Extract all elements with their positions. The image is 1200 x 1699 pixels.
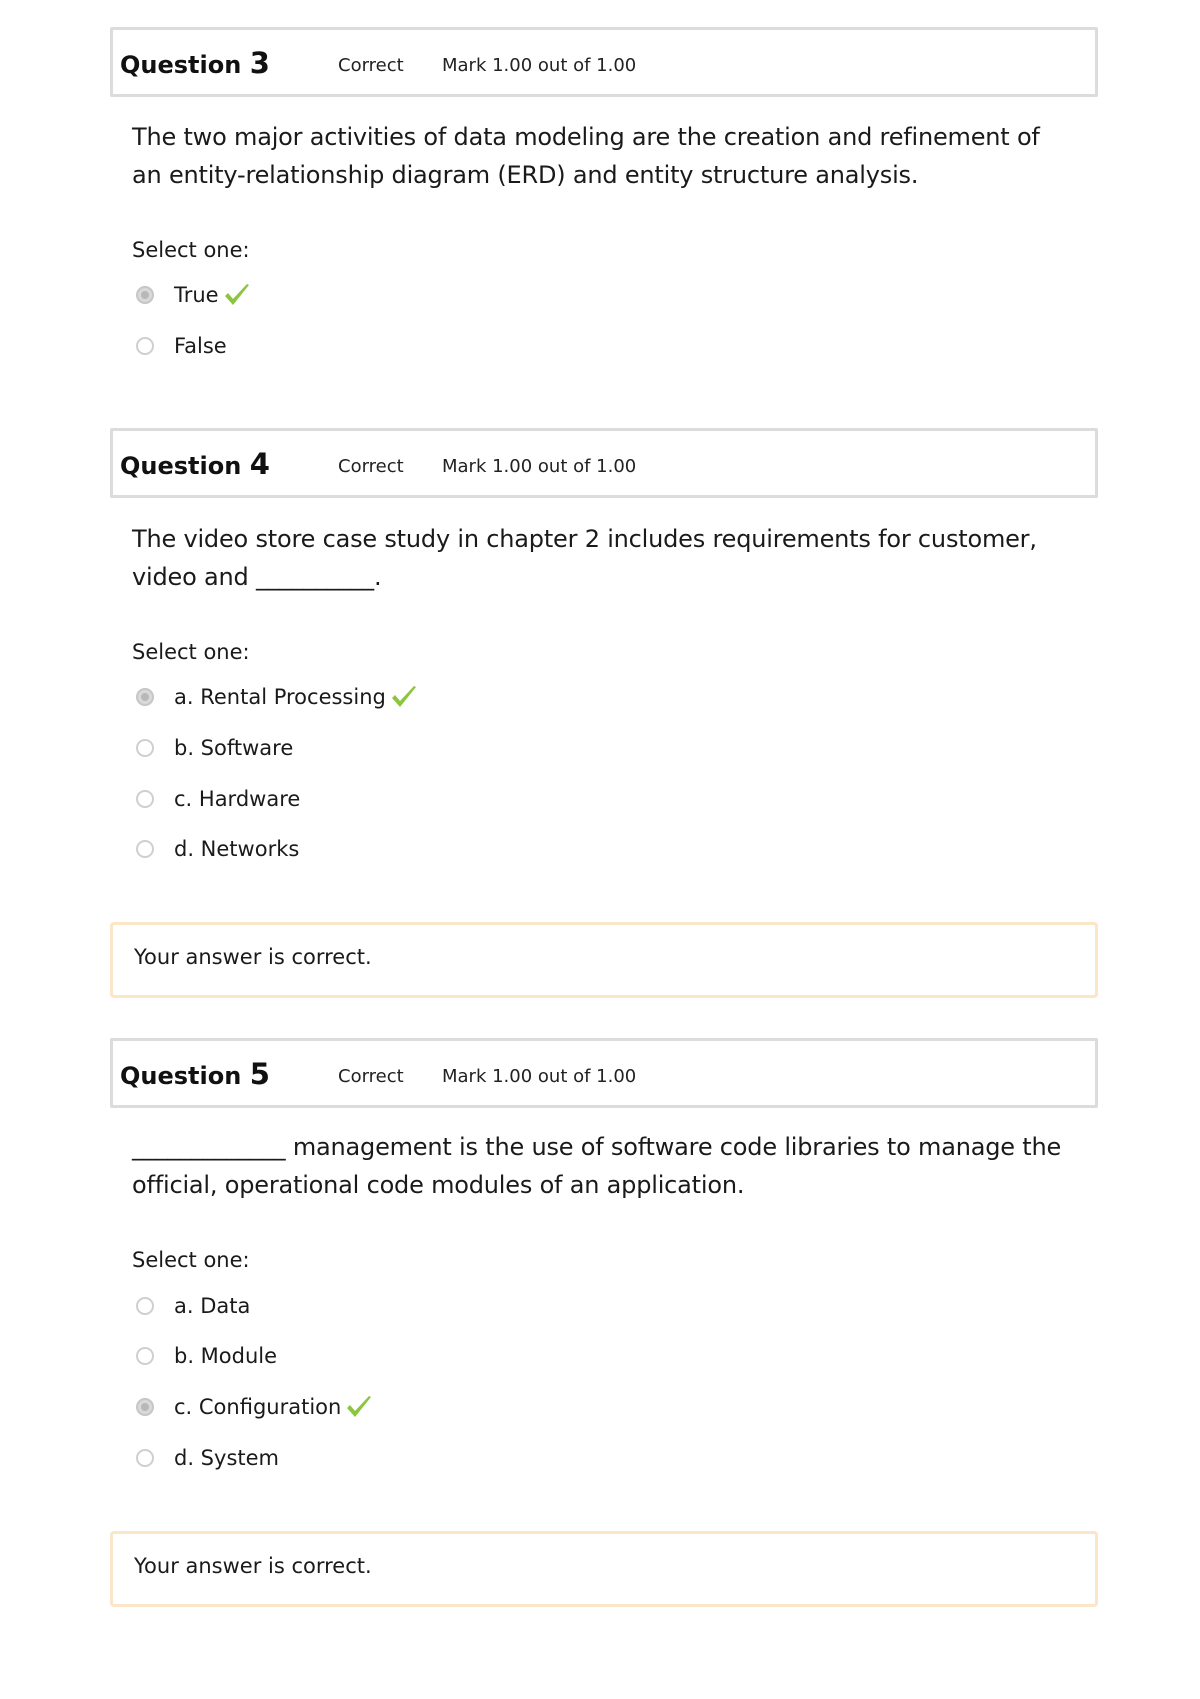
question-label: Question <box>120 1062 242 1090</box>
option-c[interactable] <box>136 782 300 816</box>
question-label: Question <box>120 452 242 480</box>
option-d[interactable] <box>136 1441 279 1475</box>
option-label: a. Rental Processing <box>174 685 386 709</box>
option-b[interactable] <box>136 1339 277 1373</box>
radio-button[interactable] <box>136 739 154 757</box>
feedback-text: Your answer is correct. <box>134 945 372 969</box>
option-label: b. Software <box>174 736 294 760</box>
question-label: Question <box>120 51 242 79</box>
option-label: d. System <box>174 1446 279 1470</box>
question-state: Correct <box>338 55 404 76</box>
option-label: c. Hardware <box>174 787 301 811</box>
checkmark-icon <box>390 684 418 710</box>
select-one-prompt: Select one: <box>132 1248 250 1272</box>
option-label: a. Data <box>174 1294 251 1318</box>
question-title <box>120 447 270 481</box>
select-one-prompt: Select one: <box>132 640 250 664</box>
question-3-text: The two major activities of data modeling are the creation and refinement of an entity-relationship diagram (ERD) and entity structure analysis. <box>132 123 1040 189</box>
option-label: True <box>174 283 219 307</box>
radio-button-selected[interactable] <box>136 286 154 304</box>
question-state: Correct <box>338 456 404 477</box>
question-title <box>120 1057 270 1091</box>
option-label: False <box>174 334 227 358</box>
option-label: d. Networks <box>174 837 300 861</box>
radio-button[interactable] <box>136 1297 154 1315</box>
question-mark: Mark 1.00 out of 1.00 <box>442 456 637 477</box>
radio-button-selected[interactable] <box>136 1398 154 1416</box>
feedback-box <box>110 922 1098 998</box>
question-4-text: The video store case study in chapter 2 includes requirements for customer, video and __________. <box>132 525 1037 591</box>
checkmark-icon <box>223 282 251 308</box>
feedback-box <box>110 1531 1098 1607</box>
question-mark: Mark 1.00 out of 1.00 <box>442 1066 637 1087</box>
question-3-header <box>110 27 1098 97</box>
checkmark-icon <box>345 1394 373 1420</box>
question-number: 4 <box>249 447 270 481</box>
option-a[interactable] <box>136 1289 250 1323</box>
question-5-text: _____________ management is the use of software code libraries to manage the official, operational code modules of an application. <box>132 1133 1062 1199</box>
radio-button[interactable] <box>136 790 154 808</box>
radio-button[interactable] <box>136 337 154 355</box>
option-c[interactable] <box>136 1390 373 1424</box>
question-number: 5 <box>249 1057 270 1091</box>
feedback-text: Your answer is correct. <box>134 1554 372 1578</box>
radio-button-selected[interactable] <box>136 688 154 706</box>
question-number: 3 <box>249 46 270 80</box>
option-b[interactable] <box>136 731 293 765</box>
select-one-prompt: Select one: <box>132 238 250 262</box>
radio-button[interactable] <box>136 1347 154 1365</box>
option-true[interactable] <box>136 278 251 312</box>
option-a[interactable] <box>136 680 418 714</box>
question-5-header <box>110 1038 1098 1108</box>
question-title <box>120 46 270 80</box>
option-label: c. Configuration <box>174 1395 342 1419</box>
option-false[interactable] <box>136 329 227 363</box>
radio-button[interactable] <box>136 840 154 858</box>
question-4-header <box>110 428 1098 498</box>
radio-button[interactable] <box>136 1449 154 1467</box>
option-d[interactable] <box>136 832 299 866</box>
question-mark: Mark 1.00 out of 1.00 <box>442 55 637 76</box>
option-label: b. Module <box>174 1344 278 1368</box>
question-state: Correct <box>338 1066 404 1087</box>
